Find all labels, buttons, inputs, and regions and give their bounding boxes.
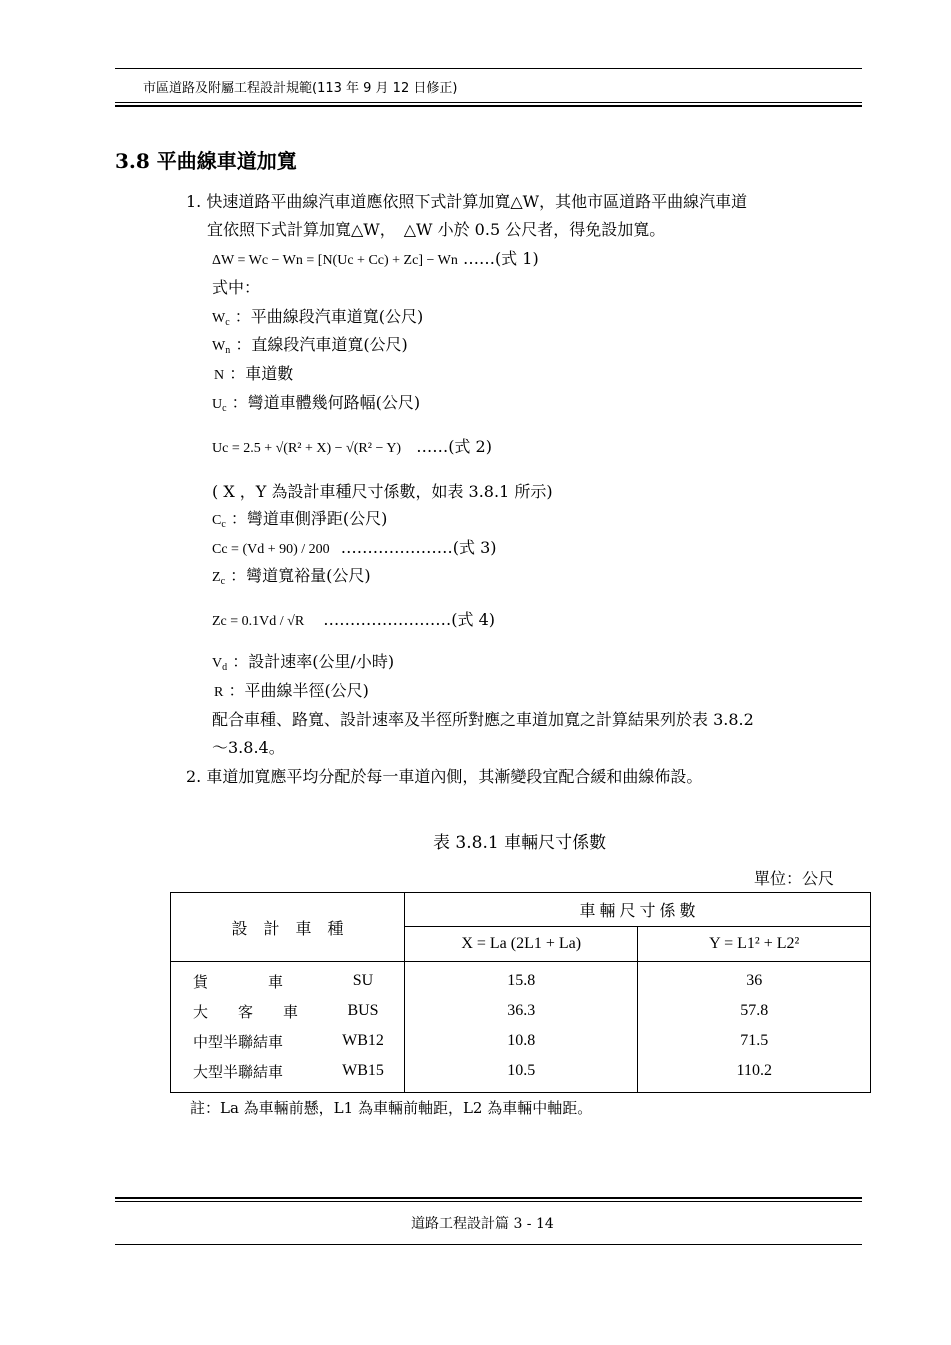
vehicle-cell bbox=[171, 962, 405, 1093]
result-line2: ～3.8.4。 bbox=[212, 738, 285, 757]
vehicle-code: WB12 bbox=[342, 1032, 384, 1049]
equation-4 bbox=[212, 607, 495, 630]
footer-rule-thick bbox=[115, 1197, 862, 1199]
x-value: 15.8 bbox=[507, 972, 536, 989]
vehicle-name: 貨 車 bbox=[193, 972, 284, 991]
vehicle-name: 大 客 車 bbox=[193, 1002, 299, 1021]
n-symbol: N bbox=[214, 368, 225, 383]
footer-page-number: 道路工程設計篇 3 - 14 bbox=[411, 1216, 554, 1232]
item1-line1: 1. 快速道路平曲線汽車道應依照下式計算加寬△W，其他市區道路平曲線汽車道 bbox=[186, 192, 748, 211]
item1-line2: 宜依照下式計算加寬△W， △W 小於 0.5 公尺者，得免設加寬。 bbox=[207, 220, 666, 239]
footer-bottom-rule bbox=[115, 1244, 862, 1245]
vd-text: ：設計速率(公里/小時) bbox=[232, 652, 395, 671]
footer-rule-thin bbox=[115, 1201, 862, 1202]
vehicle-name: 中型半聯結車 bbox=[193, 1032, 284, 1051]
x-value: 10.8 bbox=[507, 1032, 536, 1049]
y-value: 57.8 bbox=[740, 1002, 769, 1019]
header-rule-thin bbox=[115, 102, 862, 103]
zc-symbol: $Z_c$ bbox=[212, 570, 226, 587]
zc-text: ：彎道寬裕量(公尺) bbox=[230, 566, 371, 585]
equation-1 bbox=[212, 246, 539, 269]
vehicle-code: BUS bbox=[347, 1002, 379, 1019]
table-note: 註：La 為車輛前懸，L1 為車輛前軸距，L2 為車輛中軸距。 bbox=[190, 1099, 593, 1117]
head-coef-cell: 車 輛 尺 寸 係 數 bbox=[404, 893, 870, 927]
r-text: ：平曲線半徑(公尺) bbox=[228, 681, 369, 700]
table-row bbox=[171, 966, 404, 996]
table-row bbox=[171, 1056, 404, 1086]
header-top-rule bbox=[115, 68, 862, 69]
page-header-title: 市區道路及附屬工程設計規範(113 年 9 月 12 日修正) bbox=[143, 81, 458, 96]
cc-definition bbox=[212, 505, 387, 539]
equation-2-tag: ……(式 2) bbox=[416, 437, 492, 456]
y-values-cell bbox=[638, 962, 871, 1093]
y-value: 36 bbox=[746, 972, 763, 989]
n-definition bbox=[214, 360, 293, 390]
equation-4-formula: Zc = 0.1Vd / √R bbox=[212, 614, 305, 629]
head-x-cell: X = La (2L1 + La) bbox=[404, 927, 638, 962]
equation-2 bbox=[212, 434, 492, 457]
equation-2-formula: Uc = 2.5 + √(R² + X) − √(R² − Y) bbox=[212, 441, 402, 456]
vehicle-list bbox=[171, 966, 404, 1086]
head-vehicle-cell: 設 計 車 種 bbox=[171, 893, 405, 962]
uc-text: ：彎道車體幾何路幅(公尺) bbox=[231, 393, 421, 412]
cc-text: ：彎道車側淨距(公尺) bbox=[230, 509, 388, 528]
section-title: 3.8 平曲線車道加寬 bbox=[115, 149, 297, 173]
wc-text: ：平曲線段汽車道寬(公尺) bbox=[234, 307, 424, 326]
wn-symbol: $W_n$ bbox=[212, 339, 231, 356]
uc-definition bbox=[212, 389, 420, 423]
table-unit: 單位：公尺 bbox=[754, 869, 835, 888]
table-caption: 表 3.8.1 車輛尺寸係數 bbox=[433, 833, 607, 853]
uc-symbol: $U_c$ bbox=[212, 397, 227, 414]
table-row bbox=[171, 1026, 404, 1056]
vehicle-code: SU bbox=[352, 972, 374, 989]
cc-symbol: $C_c$ bbox=[212, 513, 226, 530]
equation-3 bbox=[212, 535, 497, 558]
equation-3-tag: …………………(式 3) bbox=[340, 538, 497, 557]
vd-symbol: $V_d$ bbox=[212, 656, 228, 673]
item2: 2. 車道加寬應平均分配於每一車道內側，其漸變段宜配合緩和曲線佈設。 bbox=[186, 767, 703, 786]
header-rule-thick bbox=[115, 105, 862, 107]
r-symbol: R bbox=[214, 685, 224, 700]
y-value: 110.2 bbox=[736, 1062, 772, 1079]
equation-1-formula: ΔW = Wc − Wn = [N(Uc + Cc) + Zc] − Wn bbox=[212, 253, 458, 268]
equation-4-tag: ……………………(式 4) bbox=[323, 610, 496, 629]
result-line1: 配合車種、路寬、設計速率及半徑所對應之車道加寬之計算結果列於表 3.8.2 bbox=[212, 710, 754, 729]
wn-text: ：直線段汽車道寬(公尺) bbox=[235, 335, 408, 354]
wc-symbol: $W_c$ bbox=[212, 311, 230, 328]
equation-3-formula: Cc = (Vd + 90) / 200 bbox=[212, 542, 330, 557]
x-value: 36.3 bbox=[507, 1002, 536, 1019]
head-y-cell: Y = L1² + L2² bbox=[638, 927, 871, 962]
vehicle-code: WB15 bbox=[342, 1062, 384, 1079]
xy-note: ( X ，Y 為設計車種尺寸係數，如表 3.8.1 所示) bbox=[212, 482, 553, 501]
equation-1-tag: ……(式 1) bbox=[462, 249, 539, 268]
where-label: 式中： bbox=[212, 278, 261, 297]
r-definition bbox=[214, 677, 369, 707]
x-values-cell bbox=[404, 962, 638, 1093]
y-value: 71.5 bbox=[740, 1032, 769, 1049]
x-value: 10.5 bbox=[507, 1062, 536, 1079]
table-row bbox=[171, 996, 404, 1026]
n-text: ：車道數 bbox=[229, 364, 294, 383]
vehicle-coefficient-table bbox=[170, 892, 871, 1093]
zc-definition bbox=[212, 562, 371, 596]
vehicle-name: 大型半聯結車 bbox=[193, 1062, 284, 1081]
